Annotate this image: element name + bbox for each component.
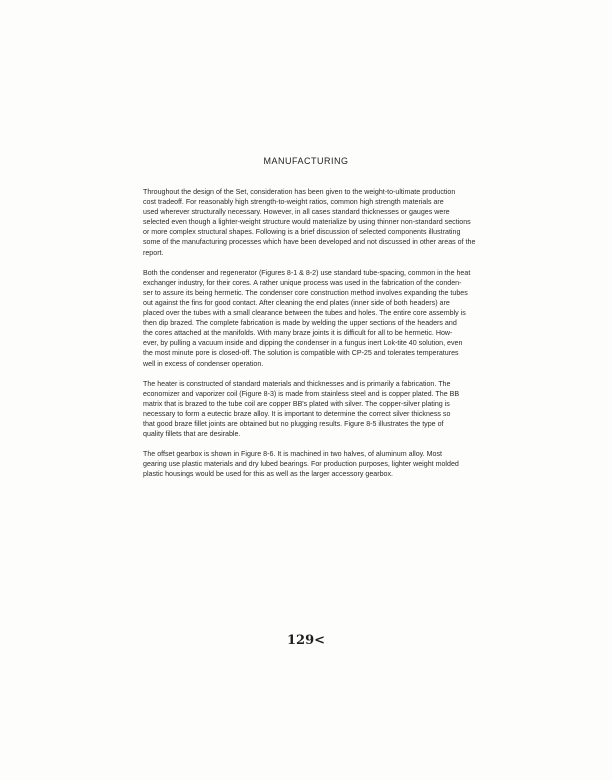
text-line: plastic housings would be used for this as well as the larger accessory gearbox. [143, 470, 393, 479]
text-line: the most minute pore is closed-off. The solution is compatible with CP-25 and tolerates temperatures [143, 349, 459, 358]
page-number: 129< [286, 633, 326, 648]
text-line: the cores attached at the manifolds. With many braze joints it is difficult for all to be hermetic. How- [143, 329, 453, 338]
paragraph-design-tradeoff [143, 187, 553, 258]
text-line: matrix that is brazed to the tube coil are copper BB's plated with silver. The copper-silver plating is [143, 399, 450, 408]
text-line: some of the manufacturing processes which have been developed and not discussed in other areas of the [143, 238, 476, 247]
text-line: used wherever structurally necessary. However, in all cases standard thicknesses or gauges were [143, 208, 450, 217]
paragraph-offset-gearbox [143, 449, 553, 479]
text-line: necessary to form a eutectic braze alloy. It is important to determine the correct silver thickness so [143, 409, 451, 418]
paragraph-condenser-regenerator [143, 268, 553, 369]
text-line: The heater is constructed of standard materials and thicknesses and is primarily a fabrication. The [143, 379, 451, 388]
text-line: Throughout the design of the Set, consideration has been given to the weight-to-ultimate production [143, 188, 456, 196]
text-line: or more complex structural shapes. Following is a brief discussion of selected components illustrating [143, 228, 461, 237]
body-text [143, 187, 553, 489]
text-line: out against the fins for good contact. After cleaning the end plates (inner side of both headers) are [143, 298, 450, 307]
text-line: gearing use plastic materials and dry lubed bearings. For production purposes, lighter weight molded [143, 460, 459, 469]
text-line: placed over the tubes with a small clearance between the tubes and holes. The entire core assembly is [143, 309, 466, 318]
text-line: The offset gearbox is shown in Figure 8-6. It is machined in two halves, of aluminum alloy. Most [143, 450, 442, 459]
paragraph-heater [143, 379, 553, 440]
page-heading: MANUFACTURING [263, 156, 349, 166]
text-line: exchanger industry, for their cores. A rather unique process was used in the fabrication of the conden- [143, 278, 462, 287]
text-line: ever, by pulling a vacuum inside and dipping the condenser in a fungus inert Lok-tite 40 solution, even [143, 339, 463, 348]
text-line: cost tradeoff. For reasonably high strength-to-weight ratios, common high strength materials are [143, 198, 444, 207]
text-line: selected even though a lighter-weight structure would materialize by using thinner non-standard sections [143, 218, 471, 227]
text-line: well in excess of condenser operation. [143, 359, 264, 368]
text-line: economizer and vaporizer coil (Figure 8-3) is made from stainless steel and is copper plated. The BB [143, 389, 460, 398]
text-line: ser to assure its being hermetic. The condenser core construction method involves expanding the tubes [143, 288, 468, 297]
text-line: Both the condenser and regenerator (Figures 8-1 & 8-2) use standard tube-spacing, common in the heat [143, 268, 471, 277]
text-line: report. [143, 248, 164, 257]
text-line: that good braze fillet joints are obtained but no plugging results. Figure 8-5 illustrates the type of [143, 419, 444, 428]
text-line: then dip brazed. The complete fabrication is made by welding the upper sections of the headers and [143, 319, 457, 328]
text-line: quality fillets that are desirable. [143, 430, 241, 439]
